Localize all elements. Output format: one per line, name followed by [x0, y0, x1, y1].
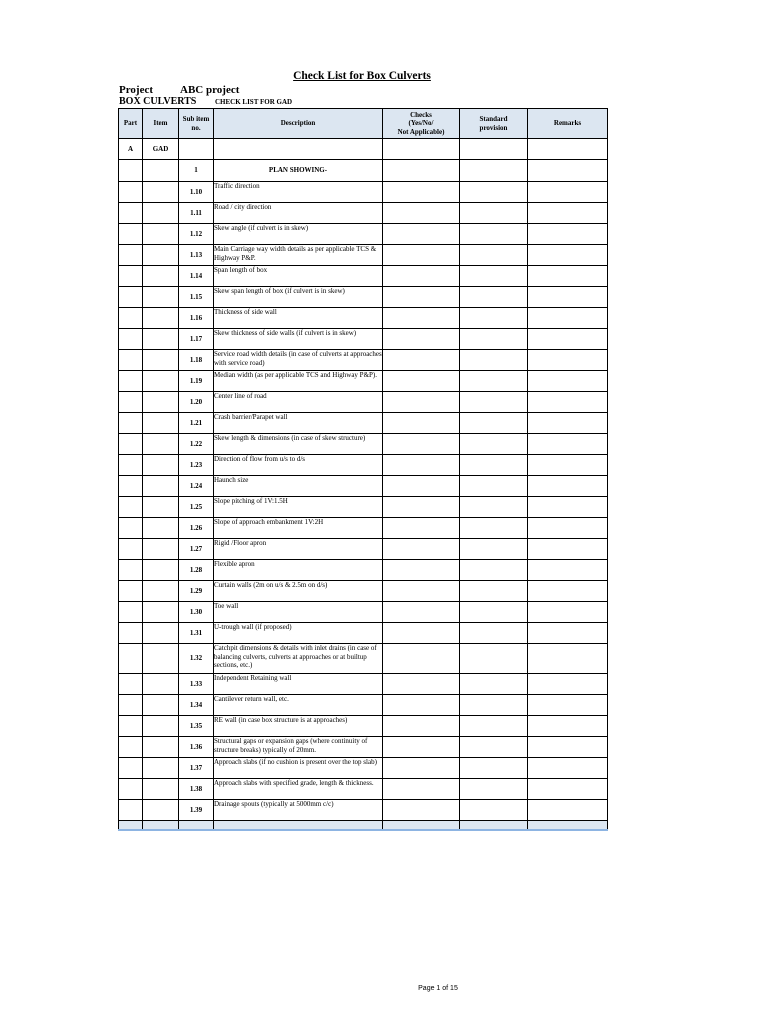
part-cell [119, 203, 143, 224]
sub-item-cell: 1.12 [179, 224, 214, 245]
standard-provision-cell[interactable] [460, 518, 528, 539]
table-row [119, 695, 608, 716]
checks-cell[interactable] [383, 674, 460, 695]
description-cell: Direction of flow from u/s to d/s [214, 455, 383, 476]
sub-item-cell: 1.23 [179, 455, 214, 476]
item-cell [143, 413, 179, 434]
part-cell [119, 392, 143, 413]
description-cell: Independent Retaining wall [214, 674, 383, 695]
heading-row [119, 160, 608, 182]
checks-cell[interactable] [383, 644, 460, 674]
part-cell [119, 758, 143, 779]
standard-provision-cell[interactable] [460, 245, 528, 266]
standard-provision-cell[interactable] [460, 203, 528, 224]
remarks-cell[interactable] [528, 371, 608, 392]
table-row [119, 455, 608, 476]
sub-item-cell: 1.30 [179, 602, 214, 623]
part-cell [119, 737, 143, 758]
description-cell: Slope pitching of 1V:1.5H [214, 497, 383, 518]
item-cell [143, 308, 179, 329]
standard-provision-cell[interactable] [460, 539, 528, 560]
standard-provision-cell[interactable] [460, 308, 528, 329]
header-sub-item [179, 109, 214, 139]
standard-provision-cell[interactable] [460, 371, 528, 392]
table-row [119, 182, 608, 203]
remarks-cell[interactable] [528, 695, 608, 716]
remarks-cell[interactable] [528, 560, 608, 581]
table-row [119, 644, 608, 674]
remarks-cell[interactable] [528, 139, 608, 160]
part-cell [119, 329, 143, 350]
standard-provision-cell[interactable] [460, 779, 528, 800]
checks-cell[interactable] [383, 758, 460, 779]
remarks-cell[interactable] [528, 350, 608, 371]
table-row [119, 560, 608, 581]
checklist-table [118, 108, 608, 831]
checks-cell[interactable] [383, 623, 460, 644]
item-cell [143, 203, 179, 224]
table-row [119, 539, 608, 560]
sub-item-cell: 1.36 [179, 737, 214, 758]
item-cell [143, 245, 179, 266]
item-cell [143, 287, 179, 308]
sub-item-cell: 1.14 [179, 266, 214, 287]
part-cell [119, 581, 143, 602]
part-cell [119, 560, 143, 581]
checks-cell[interactable] [383, 413, 460, 434]
item-cell [143, 266, 179, 287]
standard-provision-cell[interactable] [460, 392, 528, 413]
remarks-cell[interactable] [528, 455, 608, 476]
standard-provision-cell[interactable] [460, 160, 528, 182]
table-row [119, 350, 608, 371]
remarks-cell[interactable] [528, 800, 608, 821]
part-cell: A [119, 139, 143, 160]
part-cell [119, 434, 143, 455]
part-cell [119, 371, 143, 392]
part-cell [119, 623, 143, 644]
checks-cell[interactable] [383, 182, 460, 203]
table-row [119, 203, 608, 224]
header-checks-line2: (Yes/No/ [408, 119, 434, 128]
item-cell [143, 350, 179, 371]
sub-item-cell: 1.20 [179, 392, 214, 413]
description-cell: RE wall (in case box structure is at approaches) [214, 716, 383, 737]
standard-provision-cell[interactable] [460, 758, 528, 779]
checks-cell[interactable] [383, 581, 460, 602]
part-cell [119, 644, 143, 674]
description-cell: PLAN SHOWING- [214, 160, 383, 182]
part-cell [119, 800, 143, 821]
standard-provision-cell[interactable] [460, 560, 528, 581]
remarks-cell[interactable] [528, 329, 608, 350]
standard-provision-cell[interactable] [460, 623, 528, 644]
blank-cell [460, 821, 528, 831]
description-cell: U-trough wall (if proposed) [214, 623, 383, 644]
checks-cell[interactable] [383, 160, 460, 182]
remarks-cell[interactable] [528, 716, 608, 737]
standard-provision-cell[interactable] [460, 737, 528, 758]
project-name: ABC project [180, 84, 240, 96]
sub-item-cell: 1.13 [179, 245, 214, 266]
table-row [119, 800, 608, 821]
checks-cell[interactable] [383, 737, 460, 758]
remarks-cell[interactable] [528, 758, 608, 779]
standard-provision-cell[interactable] [460, 455, 528, 476]
description-cell: Haunch size [214, 476, 383, 497]
description-cell: Flexible apron [214, 560, 383, 581]
blank-cell [214, 821, 383, 831]
blank-cell [528, 821, 608, 831]
sub-item-cell: 1.19 [179, 371, 214, 392]
header-row [119, 109, 608, 139]
table-row [119, 224, 608, 245]
part-cell [119, 455, 143, 476]
standard-provision-cell[interactable] [460, 476, 528, 497]
checklist-label: CHECK LIST FOR GAD [215, 98, 293, 106]
item-cell [143, 674, 179, 695]
part-cell [119, 695, 143, 716]
header-checks-line1: Checks [410, 110, 432, 119]
remarks-cell[interactable] [528, 434, 608, 455]
table-row [119, 716, 608, 737]
sub-item-cell: 1.27 [179, 539, 214, 560]
remarks-cell[interactable] [528, 497, 608, 518]
table-end-row [119, 821, 608, 831]
item-cell [143, 560, 179, 581]
standard-provision-cell[interactable] [460, 413, 528, 434]
table-row [119, 266, 608, 287]
item-cell [143, 539, 179, 560]
header-sub-item-line1: Sub item [182, 115, 210, 123]
checks-cell[interactable] [383, 602, 460, 623]
part-cell [119, 602, 143, 623]
item-cell [143, 455, 179, 476]
header-checks [383, 109, 460, 139]
section-label: BOX CULVERTS [119, 96, 197, 107]
document-title: Check List for Box Culverts [293, 70, 431, 82]
checks-cell[interactable] [383, 224, 460, 245]
part-cell [119, 266, 143, 287]
part-row [119, 139, 608, 160]
description-cell: Thickness of side wall [214, 308, 383, 329]
description-cell: Skew angle (if culvert is in skew) [214, 224, 383, 245]
sub-item-cell: 1.18 [179, 350, 214, 371]
part-cell [119, 308, 143, 329]
standard-provision-cell[interactable] [460, 182, 528, 203]
checks-cell[interactable] [383, 308, 460, 329]
sub-item-cell: 1.29 [179, 581, 214, 602]
description-cell: Median width (as per applicable TCS and Highway P&P). [214, 371, 383, 392]
header-description: Description [214, 109, 383, 139]
table-row [119, 758, 608, 779]
part-cell [119, 674, 143, 695]
checks-cell[interactable] [383, 800, 460, 821]
checks-cell[interactable] [383, 695, 460, 716]
description-cell: Skew thickness of side walls (if culvert is in skew) [214, 329, 383, 350]
remarks-cell[interactable] [528, 182, 608, 203]
sub-item-cell: 1.21 [179, 413, 214, 434]
description-cell: Traffic direction [214, 182, 383, 203]
sub-item-cell: 1 [179, 160, 214, 182]
remarks-cell[interactable] [528, 623, 608, 644]
blank-cell [119, 821, 143, 831]
remarks-cell[interactable] [528, 644, 608, 674]
sub-item-cell [179, 139, 214, 160]
item-cell [143, 371, 179, 392]
remarks-cell[interactable] [528, 266, 608, 287]
remarks-cell[interactable] [528, 245, 608, 266]
description-cell: Center line of road [214, 392, 383, 413]
part-cell [119, 350, 143, 371]
standard-provision-cell[interactable] [460, 695, 528, 716]
description-cell: Structural gaps or expansion gaps (where continuity of structure breaks) typically of 20mm. [214, 737, 383, 758]
part-cell [119, 716, 143, 737]
table-row [119, 779, 608, 800]
header-standard-line1: Standard [479, 115, 508, 123]
description-cell [214, 139, 383, 160]
checks-cell[interactable] [383, 434, 460, 455]
part-cell [119, 160, 143, 182]
table-row [119, 476, 608, 497]
table-row [119, 434, 608, 455]
remarks-cell[interactable] [528, 518, 608, 539]
blank-cell [179, 821, 214, 831]
sub-item-cell: 1.11 [179, 203, 214, 224]
item-cell [143, 182, 179, 203]
standard-provision-cell[interactable] [460, 434, 528, 455]
sub-item-cell: 1.38 [179, 779, 214, 800]
checks-cell[interactable] [383, 245, 460, 266]
part-cell [119, 245, 143, 266]
standard-provision-cell[interactable] [460, 602, 528, 623]
description-cell: Slope of approach embankment 1V:2H [214, 518, 383, 539]
sub-item-cell: 1.25 [179, 497, 214, 518]
description-cell: Curtain walls (2m on u/s & 2.5m on d/s) [214, 581, 383, 602]
description-cell: Main Carriage way width details as per applicable TCS & Highway P&P. [214, 245, 383, 266]
item-cell [143, 329, 179, 350]
table-row [119, 623, 608, 644]
standard-provision-cell[interactable] [460, 716, 528, 737]
checks-cell[interactable] [383, 455, 460, 476]
part-cell [119, 779, 143, 800]
item-cell [143, 581, 179, 602]
standard-provision-cell[interactable] [460, 800, 528, 821]
part-cell [119, 287, 143, 308]
description-cell: Catchpit dimensions & details with inlet drains (in case of balancing culverts, culverts at approaches or at builtup sections, etc.) [214, 644, 383, 674]
sub-item-cell: 1.39 [179, 800, 214, 821]
item-cell [143, 779, 179, 800]
remarks-cell[interactable] [528, 737, 608, 758]
checks-cell[interactable] [383, 716, 460, 737]
table-row [119, 329, 608, 350]
remarks-cell[interactable] [528, 287, 608, 308]
item-cell [143, 518, 179, 539]
table-row [119, 245, 608, 266]
checks-cell[interactable] [383, 350, 460, 371]
checks-cell[interactable] [383, 392, 460, 413]
table-row [119, 392, 608, 413]
description-cell: Rigid /Floor apron [214, 539, 383, 560]
table-row [119, 497, 608, 518]
part-cell [119, 518, 143, 539]
remarks-cell[interactable] [528, 308, 608, 329]
part-cell [119, 497, 143, 518]
item-cell [143, 602, 179, 623]
remarks-cell[interactable] [528, 224, 608, 245]
item-cell [143, 160, 179, 182]
header-standard-provision [460, 109, 528, 139]
table-row [119, 737, 608, 758]
description-cell: Road / city direction [214, 203, 383, 224]
part-cell [119, 539, 143, 560]
checks-cell[interactable] [383, 203, 460, 224]
remarks-cell[interactable] [528, 674, 608, 695]
header-sub-item-line2: no. [191, 123, 201, 132]
remarks-cell[interactable] [528, 160, 608, 182]
item-cell [143, 623, 179, 644]
item-cell [143, 476, 179, 497]
item-cell [143, 737, 179, 758]
description-cell: Drainage spouts (typically at 5000mm c/c) [214, 800, 383, 821]
remarks-cell[interactable] [528, 581, 608, 602]
checks-cell[interactable] [383, 476, 460, 497]
description-cell: Span length of box [214, 266, 383, 287]
checks-cell[interactable] [383, 539, 460, 560]
sub-item-cell: 1.16 [179, 308, 214, 329]
standard-provision-cell[interactable] [460, 329, 528, 350]
part-cell [119, 182, 143, 203]
item-cell [143, 758, 179, 779]
description-cell: Skew length & dimensions (in case of skew structure) [214, 434, 383, 455]
remarks-cell[interactable] [528, 476, 608, 497]
part-cell [119, 476, 143, 497]
page-footer: Page 1 of 15 [418, 985, 458, 992]
remarks-cell[interactable] [528, 602, 608, 623]
standard-provision-cell[interactable] [460, 497, 528, 518]
item-cell [143, 800, 179, 821]
sub-item-cell: 1.10 [179, 182, 214, 203]
table-row [119, 674, 608, 695]
checks-cell[interactable] [383, 139, 460, 160]
item-cell [143, 434, 179, 455]
checks-cell[interactable] [383, 518, 460, 539]
item-cell: GAD [143, 139, 179, 160]
header-checks-line3: Not Applicable) [397, 127, 445, 136]
table-row [119, 413, 608, 434]
standard-provision-cell[interactable] [460, 287, 528, 308]
part-cell [119, 413, 143, 434]
blank-cell [143, 821, 179, 831]
remarks-cell[interactable] [528, 779, 608, 800]
sub-item-cell: 1.28 [179, 560, 214, 581]
checks-cell[interactable] [383, 287, 460, 308]
item-cell [143, 497, 179, 518]
standard-provision-cell[interactable] [460, 674, 528, 695]
header-part: Part [119, 109, 143, 139]
sub-item-cell: 1.31 [179, 623, 214, 644]
remarks-cell[interactable] [528, 413, 608, 434]
standard-provision-cell[interactable] [460, 350, 528, 371]
checks-cell[interactable] [383, 371, 460, 392]
description-cell: Approach slabs with specified grade, length & thickness. [214, 779, 383, 800]
standard-provision-cell[interactable] [460, 266, 528, 287]
sub-item-cell: 1.15 [179, 287, 214, 308]
checks-cell[interactable] [383, 779, 460, 800]
project-label: Project [119, 84, 153, 96]
standard-provision-cell[interactable] [460, 139, 528, 160]
sub-item-cell: 1.33 [179, 674, 214, 695]
table-row [119, 602, 608, 623]
sub-item-cell: 1.34 [179, 695, 214, 716]
description-cell: Approach slabs (if no cushion is present over the top slab) [214, 758, 383, 779]
table-row [119, 581, 608, 602]
description-cell: Skew span length of box (if culvert is in skew) [214, 287, 383, 308]
header-remarks: Remarks [528, 109, 608, 139]
checks-cell[interactable] [383, 266, 460, 287]
standard-provision-cell[interactable] [460, 644, 528, 674]
sub-item-cell: 1.35 [179, 716, 214, 737]
remarks-cell[interactable] [528, 392, 608, 413]
header-item: Item [143, 109, 179, 139]
sub-item-cell: 1.22 [179, 434, 214, 455]
blank-cell [383, 821, 460, 831]
description-cell: Toe wall [214, 602, 383, 623]
sub-item-cell: 1.32 [179, 644, 214, 674]
item-cell [143, 716, 179, 737]
table-row [119, 518, 608, 539]
checks-cell[interactable] [383, 560, 460, 581]
sub-item-cell: 1.24 [179, 476, 214, 497]
table-row [119, 308, 608, 329]
table-row [119, 371, 608, 392]
standard-provision-cell[interactable] [460, 224, 528, 245]
description-cell: Crash barrier/Parapet wall [214, 413, 383, 434]
sub-item-cell: 1.17 [179, 329, 214, 350]
standard-provision-cell[interactable] [460, 581, 528, 602]
item-cell [143, 695, 179, 716]
item-cell [143, 392, 179, 413]
description-cell: Cantilever return wall, etc. [214, 695, 383, 716]
header-standard-line2: provision [479, 123, 508, 132]
sub-item-cell: 1.37 [179, 758, 214, 779]
remarks-cell[interactable] [528, 203, 608, 224]
remarks-cell[interactable] [528, 539, 608, 560]
part-cell [119, 224, 143, 245]
checks-cell[interactable] [383, 329, 460, 350]
sub-item-cell: 1.26 [179, 518, 214, 539]
description-cell: Service road width details (in case of culverts at approaches with service road) [214, 350, 383, 371]
checks-cell[interactable] [383, 497, 460, 518]
table-row [119, 287, 608, 308]
item-cell [143, 644, 179, 674]
item-cell [143, 224, 179, 245]
